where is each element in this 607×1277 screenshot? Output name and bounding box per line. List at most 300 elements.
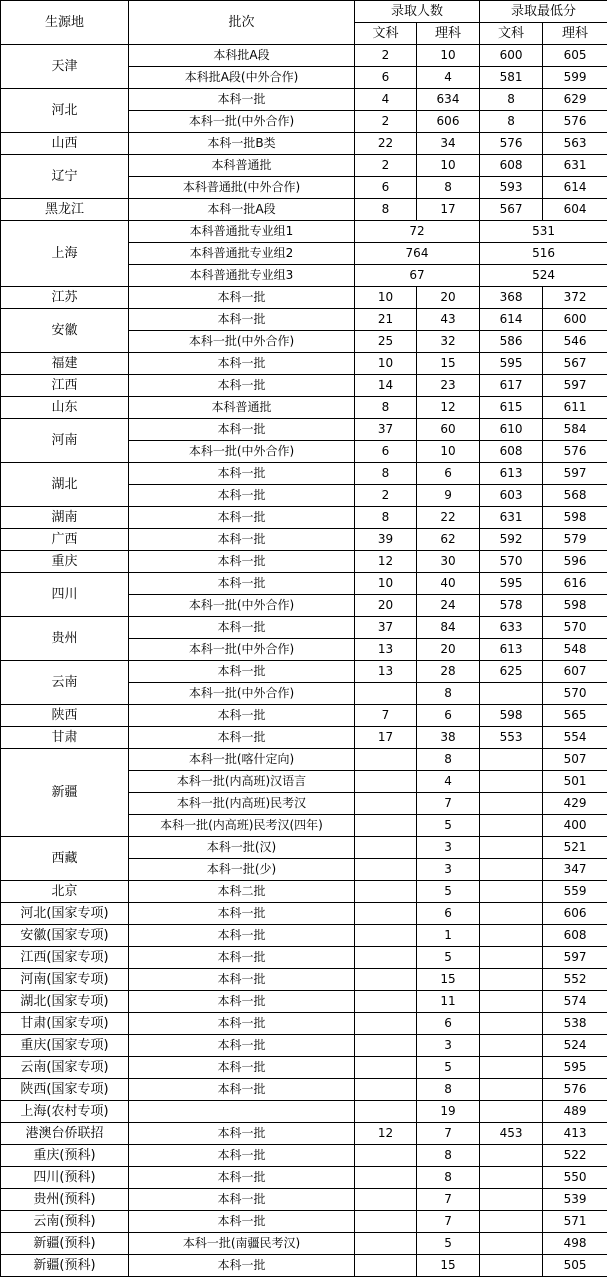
count-li-cell: 5: [417, 881, 480, 903]
table-row: [1, 1189, 607, 1211]
table-row: [1, 1101, 607, 1123]
count-wen-cell: 12: [355, 551, 417, 573]
table-row: [1, 199, 607, 221]
table-row: [1, 1167, 607, 1189]
table-row: [1, 1211, 607, 1233]
batch-cell: 本科批A段: [129, 45, 355, 67]
count-wen-cell: 8: [355, 199, 417, 221]
table-row: [1, 1079, 607, 1101]
region-cell: 江西(国家专项): [1, 947, 129, 969]
region-cell: 湖北: [1, 463, 129, 507]
score-li-cell: 616: [543, 573, 607, 595]
count-wen-cell: [355, 1255, 417, 1277]
batch-cell: 本科一批(中外合作): [129, 683, 355, 705]
score-wen-cell: [480, 793, 543, 815]
batch-cell: 本科一批: [129, 705, 355, 727]
table-row: [1, 617, 607, 639]
score-wen-cell: 581: [480, 67, 543, 89]
region-cell: 四川(预科): [1, 1167, 129, 1189]
batch-cell: 本科一批: [129, 353, 355, 375]
batch-cell: 本科一批: [129, 1079, 355, 1101]
region-cell: 重庆(预科): [1, 1145, 129, 1167]
batch-cell: 本科一批: [129, 903, 355, 925]
batch-cell: 本科一批(中外合作): [129, 331, 355, 353]
score-li-cell: 522: [543, 1145, 607, 1167]
score-wen-cell: [480, 969, 543, 991]
batch-cell: 本科一批: [129, 1145, 355, 1167]
score-li-cell: 608: [543, 925, 607, 947]
batch-cell: 本科普通批专业组3: [129, 265, 355, 287]
score-wen-cell: [480, 1167, 543, 1189]
score-wen-cell: [480, 1211, 543, 1233]
table-row: [1, 749, 607, 771]
count-cell-merged: 67: [355, 265, 480, 287]
count-wen-cell: 20: [355, 595, 417, 617]
score-li-cell: 372: [543, 287, 607, 309]
table-row: [1, 991, 607, 1013]
batch-cell: 本科一批: [129, 661, 355, 683]
count-wen-cell: 14: [355, 375, 417, 397]
score-li-cell: 614: [543, 177, 607, 199]
count-li-cell: 8: [417, 683, 480, 705]
score-wen-cell: [480, 771, 543, 793]
batch-cell: 本科一批: [129, 485, 355, 507]
score-wen-cell: [480, 815, 543, 837]
score-li-cell: 347: [543, 859, 607, 881]
score-li-cell: 552: [543, 969, 607, 991]
score-cell-merged: 531: [480, 221, 607, 243]
region-cell: 新疆(预科): [1, 1255, 129, 1277]
score-wen-cell: 553: [480, 727, 543, 749]
count-li-cell: 634: [417, 89, 480, 111]
count-wen-cell: 6: [355, 177, 417, 199]
count-wen-cell: 2: [355, 111, 417, 133]
count-wen-cell: 39: [355, 529, 417, 551]
score-li-cell: 550: [543, 1167, 607, 1189]
region-cell: 甘肃: [1, 727, 129, 749]
score-wen-cell: 603: [480, 485, 543, 507]
batch-cell: 本科一批: [129, 1057, 355, 1079]
score-wen-cell: 567: [480, 199, 543, 221]
header-row-1: [1, 1, 607, 23]
count-li-cell: 7: [417, 793, 480, 815]
region-cell: 陕西(国家专项): [1, 1079, 129, 1101]
region-cell: 湖南: [1, 507, 129, 529]
region-cell: 云南: [1, 661, 129, 705]
score-wen-cell: [480, 1057, 543, 1079]
region-cell: 西藏: [1, 837, 129, 881]
score-wen-cell: [480, 1013, 543, 1035]
count-wen-cell: [355, 1145, 417, 1167]
batch-cell: 本科一批: [129, 529, 355, 551]
score-wen-cell: 592: [480, 529, 543, 551]
table-row: [1, 837, 607, 859]
score-wen-cell: 453: [480, 1123, 543, 1145]
score-wen-cell: [480, 903, 543, 925]
score-wen-cell: 586: [480, 331, 543, 353]
score-li-cell: 571: [543, 1211, 607, 1233]
batch-cell: 本科一批: [129, 617, 355, 639]
count-wen-cell: [355, 903, 417, 925]
count-wen-cell: 2: [355, 485, 417, 507]
score-li-cell: 599: [543, 67, 607, 89]
count-li-cell: 4: [417, 67, 480, 89]
count-li-cell: 6: [417, 705, 480, 727]
table-row: [1, 1233, 607, 1255]
batch-cell: 本科普通批: [129, 397, 355, 419]
score-li-cell: 600: [543, 309, 607, 331]
table-row: [1, 1123, 607, 1145]
header-min-score: 录取最低分: [480, 1, 607, 23]
count-wen-cell: [355, 749, 417, 771]
table-row: [1, 969, 607, 991]
count-wen-cell: 37: [355, 617, 417, 639]
score-li-cell: 538: [543, 1013, 607, 1035]
region-cell: 贵州(预科): [1, 1189, 129, 1211]
score-li-cell: 598: [543, 507, 607, 529]
region-cell: 山东: [1, 397, 129, 419]
region-cell: 上海(农村专项): [1, 1101, 129, 1123]
table-row: [1, 155, 607, 177]
count-li-cell: 15: [417, 353, 480, 375]
score-wen-cell: 570: [480, 551, 543, 573]
region-cell: 重庆: [1, 551, 129, 573]
table-row: [1, 353, 607, 375]
batch-cell: 本科一批: [129, 1211, 355, 1233]
score-li-cell: 605: [543, 45, 607, 67]
count-li-cell: 5: [417, 1233, 480, 1255]
batch-cell: 本科一批: [129, 947, 355, 969]
batch-cell: 本科一批: [129, 1035, 355, 1057]
score-wen-cell: [480, 1233, 543, 1255]
table-body: [1, 45, 607, 1277]
count-wen-cell: 7: [355, 705, 417, 727]
table-row: [1, 45, 607, 67]
batch-cell: 本科一批: [129, 507, 355, 529]
score-li-cell: 505: [543, 1255, 607, 1277]
count-wen-cell: [355, 991, 417, 1013]
count-wen-cell: 10: [355, 353, 417, 375]
score-li-cell: 501: [543, 771, 607, 793]
score-li-cell: 604: [543, 199, 607, 221]
count-wen-cell: 6: [355, 67, 417, 89]
region-cell: 河北(国家专项): [1, 903, 129, 925]
batch-cell: 本科普通批专业组2: [129, 243, 355, 265]
score-li-cell: 611: [543, 397, 607, 419]
count-li-cell: 1: [417, 925, 480, 947]
score-wen-cell: [480, 1145, 543, 1167]
score-wen-cell: 633: [480, 617, 543, 639]
region-cell: 黑龙江: [1, 199, 129, 221]
score-cell-merged: 516: [480, 243, 607, 265]
batch-cell: [129, 1101, 355, 1123]
count-wen-cell: 17: [355, 727, 417, 749]
score-li-cell: 596: [543, 551, 607, 573]
score-wen-cell: 598: [480, 705, 543, 727]
score-li-cell: 595: [543, 1057, 607, 1079]
region-cell: 港澳台侨联招: [1, 1123, 129, 1145]
count-wen-cell: 10: [355, 287, 417, 309]
count-wen-cell: [355, 947, 417, 969]
batch-cell: 本科普通批(中外合作): [129, 177, 355, 199]
table-row: [1, 705, 607, 727]
score-li-cell: 521: [543, 837, 607, 859]
count-li-cell: 8: [417, 1167, 480, 1189]
count-wen-cell: [355, 815, 417, 837]
count-li-cell: 43: [417, 309, 480, 331]
count-li-cell: 17: [417, 199, 480, 221]
score-cell-merged: 524: [480, 265, 607, 287]
table-row: [1, 1057, 607, 1079]
table-row: [1, 1145, 607, 1167]
count-wen-cell: 2: [355, 45, 417, 67]
score-wen-cell: [480, 1255, 543, 1277]
count-li-cell: 8: [417, 1079, 480, 1101]
count-li-cell: 7: [417, 1189, 480, 1211]
table-row: [1, 375, 607, 397]
score-li-cell: 597: [543, 947, 607, 969]
region-cell: 广西: [1, 529, 129, 551]
score-li-cell: 539: [543, 1189, 607, 1211]
score-li-cell: 576: [543, 111, 607, 133]
table-row: [1, 419, 607, 441]
batch-cell: 本科一批: [129, 1167, 355, 1189]
table-row: [1, 661, 607, 683]
score-li-cell: 565: [543, 705, 607, 727]
count-li-cell: 5: [417, 815, 480, 837]
count-wen-cell: [355, 881, 417, 903]
region-cell: 河北: [1, 89, 129, 133]
score-wen-cell: 608: [480, 441, 543, 463]
batch-cell: 本科一批(内高班)汉语言: [129, 771, 355, 793]
count-li-cell: 3: [417, 1035, 480, 1057]
count-li-cell: 9: [417, 485, 480, 507]
region-cell: 四川: [1, 573, 129, 617]
count-li-cell: 15: [417, 969, 480, 991]
count-li-cell: 10: [417, 45, 480, 67]
batch-cell: 本科一批(喀什定向): [129, 749, 355, 771]
count-li-cell: 3: [417, 859, 480, 881]
region-cell: 云南(预科): [1, 1211, 129, 1233]
count-wen-cell: 37: [355, 419, 417, 441]
batch-cell: 本科一批: [129, 375, 355, 397]
region-cell: 云南(国家专项): [1, 1057, 129, 1079]
count-wen-cell: 4: [355, 89, 417, 111]
score-li-cell: 554: [543, 727, 607, 749]
score-wen-cell: 625: [480, 661, 543, 683]
count-li-cell: 5: [417, 947, 480, 969]
table-row: [1, 89, 607, 111]
score-li-cell: 574: [543, 991, 607, 1013]
count-li-cell: 22: [417, 507, 480, 529]
header-score-wen: 文科: [480, 23, 543, 45]
score-wen-cell: [480, 1035, 543, 1057]
region-cell: 河南: [1, 419, 129, 463]
score-wen-cell: 613: [480, 463, 543, 485]
score-wen-cell: 613: [480, 639, 543, 661]
count-li-cell: 10: [417, 155, 480, 177]
batch-cell: 本科一批: [129, 727, 355, 749]
score-wen-cell: [480, 859, 543, 881]
count-wen-cell: [355, 1013, 417, 1035]
count-wen-cell: [355, 1167, 417, 1189]
score-li-cell: 559: [543, 881, 607, 903]
region-cell: 上海: [1, 221, 129, 287]
region-cell: 安徽(国家专项): [1, 925, 129, 947]
count-wen-cell: 10: [355, 573, 417, 595]
batch-cell: 本科一批: [129, 419, 355, 441]
count-li-cell: 24: [417, 595, 480, 617]
region-cell: 安徽: [1, 309, 129, 353]
count-li-cell: 40: [417, 573, 480, 595]
region-cell: 新疆(预科): [1, 1233, 129, 1255]
score-li-cell: 576: [543, 1079, 607, 1101]
header-score-li: 理科: [543, 23, 607, 45]
batch-cell: 本科一批: [129, 287, 355, 309]
table-row: [1, 1035, 607, 1057]
batch-cell: 本科一批: [129, 925, 355, 947]
count-li-cell: 8: [417, 177, 480, 199]
score-li-cell: 598: [543, 595, 607, 617]
count-li-cell: 12: [417, 397, 480, 419]
count-wen-cell: [355, 1189, 417, 1211]
batch-cell: 本科一批B类: [129, 133, 355, 155]
batch-cell: 本科一批(汉): [129, 837, 355, 859]
count-wen-cell: 12: [355, 1123, 417, 1145]
score-wen-cell: [480, 1101, 543, 1123]
batch-cell: 本科二批: [129, 881, 355, 903]
batch-cell: 本科批A段(中外合作): [129, 67, 355, 89]
score-wen-cell: [480, 947, 543, 969]
score-wen-cell: 615: [480, 397, 543, 419]
region-cell: 重庆(国家专项): [1, 1035, 129, 1057]
count-li-cell: 62: [417, 529, 480, 551]
count-li-cell: 19: [417, 1101, 480, 1123]
count-wen-cell: 8: [355, 463, 417, 485]
count-wen-cell: [355, 683, 417, 705]
count-wen-cell: [355, 793, 417, 815]
score-wen-cell: [480, 683, 543, 705]
score-li-cell: 631: [543, 155, 607, 177]
batch-cell: 本科一批: [129, 1255, 355, 1277]
batch-cell: 本科一批(内高班)民考汉(四年): [129, 815, 355, 837]
count-wen-cell: [355, 1101, 417, 1123]
count-wen-cell: 21: [355, 309, 417, 331]
count-cell-merged: 764: [355, 243, 480, 265]
count-li-cell: 3: [417, 837, 480, 859]
table-row: [1, 221, 607, 243]
table-row: [1, 881, 607, 903]
score-li-cell: 629: [543, 89, 607, 111]
table-row: [1, 1255, 607, 1277]
batch-cell: 本科一批A段: [129, 199, 355, 221]
table-row: [1, 529, 607, 551]
count-li-cell: 84: [417, 617, 480, 639]
count-li-cell: 20: [417, 639, 480, 661]
region-cell: 甘肃(国家专项): [1, 1013, 129, 1035]
score-li-cell: 548: [543, 639, 607, 661]
score-wen-cell: 8: [480, 89, 543, 111]
count-wen-cell: [355, 1211, 417, 1233]
table-row: [1, 397, 607, 419]
score-wen-cell: 614: [480, 309, 543, 331]
region-cell: 江西: [1, 375, 129, 397]
score-li-cell: 524: [543, 1035, 607, 1057]
score-li-cell: 429: [543, 793, 607, 815]
score-li-cell: 597: [543, 375, 607, 397]
count-li-cell: 28: [417, 661, 480, 683]
score-wen-cell: [480, 881, 543, 903]
count-li-cell: 7: [417, 1211, 480, 1233]
score-li-cell: 584: [543, 419, 607, 441]
score-wen-cell: [480, 837, 543, 859]
score-li-cell: 570: [543, 617, 607, 639]
score-wen-cell: 595: [480, 353, 543, 375]
region-cell: 新疆: [1, 749, 129, 837]
region-cell: 湖北(国家专项): [1, 991, 129, 1013]
region-cell: 江苏: [1, 287, 129, 309]
count-cell-merged: 72: [355, 221, 480, 243]
table-row: [1, 573, 607, 595]
table-row: [1, 1013, 607, 1035]
score-li-cell: 568: [543, 485, 607, 507]
batch-cell: 本科一批: [129, 1123, 355, 1145]
score-wen-cell: 600: [480, 45, 543, 67]
count-wen-cell: 22: [355, 133, 417, 155]
count-wen-cell: 2: [355, 155, 417, 177]
count-li-cell: 20: [417, 287, 480, 309]
count-wen-cell: 25: [355, 331, 417, 353]
count-wen-cell: [355, 1233, 417, 1255]
score-li-cell: 567: [543, 353, 607, 375]
score-li-cell: 489: [543, 1101, 607, 1123]
score-wen-cell: [480, 991, 543, 1013]
score-wen-cell: [480, 1189, 543, 1211]
table-row: [1, 903, 607, 925]
table-row: [1, 133, 607, 155]
table-row: [1, 727, 607, 749]
batch-cell: 本科一批: [129, 1189, 355, 1211]
count-li-cell: 60: [417, 419, 480, 441]
count-li-cell: 23: [417, 375, 480, 397]
batch-cell: 本科一批(中外合作): [129, 595, 355, 617]
header-admitted-count: 录取人数: [355, 1, 480, 23]
region-cell: 辽宁: [1, 155, 129, 199]
count-wen-cell: [355, 1057, 417, 1079]
score-wen-cell: 610: [480, 419, 543, 441]
count-wen-cell: [355, 859, 417, 881]
count-li-cell: 6: [417, 1013, 480, 1035]
score-wen-cell: 608: [480, 155, 543, 177]
score-wen-cell: [480, 749, 543, 771]
score-li-cell: 579: [543, 529, 607, 551]
score-li-cell: 546: [543, 331, 607, 353]
batch-cell: 本科一批: [129, 969, 355, 991]
score-wen-cell: 576: [480, 133, 543, 155]
region-cell: 北京: [1, 881, 129, 903]
score-li-cell: 607: [543, 661, 607, 683]
count-wen-cell: 13: [355, 639, 417, 661]
score-wen-cell: 617: [480, 375, 543, 397]
score-li-cell: 570: [543, 683, 607, 705]
count-wen-cell: [355, 925, 417, 947]
table-row: [1, 463, 607, 485]
count-li-cell: 8: [417, 1145, 480, 1167]
table-row: [1, 309, 607, 331]
count-li-cell: 15: [417, 1255, 480, 1277]
score-wen-cell: 593: [480, 177, 543, 199]
score-wen-cell: 578: [480, 595, 543, 617]
